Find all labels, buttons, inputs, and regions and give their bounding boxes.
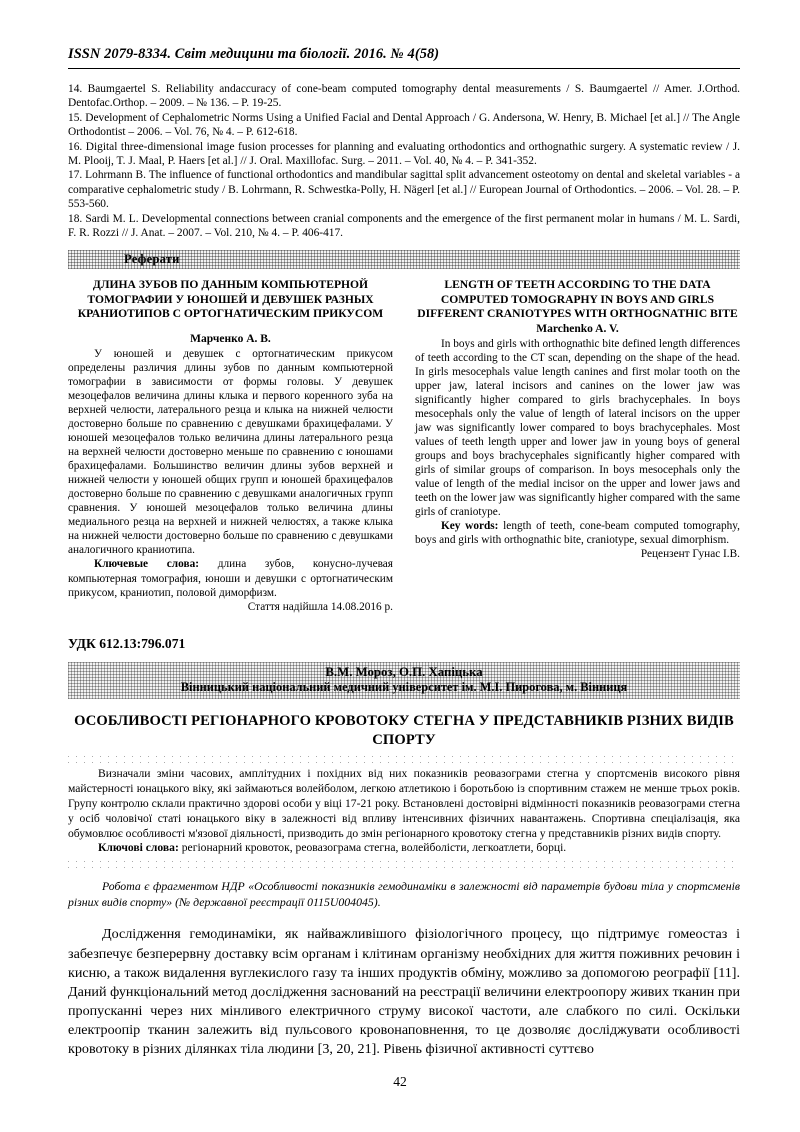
abstract-en-body: In boys and girls with orthognathic bite defined length differences of teeth according to the CT scan, depending on the shape of the head. In girls mesocephals value length canines and first molar tooth on the upper jaw, lateral incisors and canines on the lower jaw was significantly higher compared to girls brachycephales. In boys mesocephals only the value of length of lateral incisors on the upper jaw was significantly lower compared to boys brachycephales. Most values of teeth length upper and lower jaw in young boys of general groups and boys brachycephales significantly higher compared with girls of similar groups of comparison. In boys mesocephals only the value of length of the medial incisor on the upper and lower jaws and teeth on the lower jaw was significantly higher compared with the same girls of craniotype. bbox=[415, 337, 740, 519]
abstract-ru-title: ДЛИНА ЗУБОВ ПО ДАННЫМ КОМПЬЮТЕРНОЙ ТОМОГРАФИИ У ЮНОШЕЙ И ДЕВУШЕК РАЗНЫХ КРАНИОТИПОВ С ОРТОГНАТИЧЕСКИМ ПРИКУСОМ bbox=[77, 278, 384, 320]
page-number: 42 bbox=[393, 1074, 407, 1089]
article-body bbox=[68, 925, 740, 1059]
abstracts-columns bbox=[68, 278, 740, 613]
abstract-ru-keywords-label: Ключевые слова: bbox=[94, 558, 199, 571]
page-content bbox=[68, 0, 740, 1059]
abstract-ru-keywords bbox=[68, 557, 393, 599]
abstract-en-keywords-label: Key words: bbox=[441, 520, 499, 533]
running-head: ISSN 2079-8334. Світ медицини та біології. 2016. № 4(58) bbox=[68, 46, 440, 62]
abstract-ru-body: У юношей и девушек с ортогнатическим прикусом определены различия длины зубов по данным компьютерной томографии в зависимости от формы головы. У девушек мезоцефалов величина длины клыка и первого коренного зуба на верхней челюсти, латерального резца и клыка на нижней челюсти достоверно больше по сравнению с девушками брахицефалами. У юношей мезоцефалов только величина длины латерального резца на верхней челюсти достоверно меньше по сравнению с юношами брахицефалами. Большинство величин длины зубов верхней и нижней челюсти у юношей общих групп и юношей брахицефалов достоверно больше по сравнению с девушками аналогичных групп сравнения. У юношей мезоцефалов только величина длины медиального резца на верхней и нижней челюстях, а также клыка на нижней челюсти достоверно больше по сравнению с девушками аналогичного краниотипа. bbox=[68, 347, 393, 557]
reference-item: 16. Digital three-dimensional image fusion processes for planning and evaluating orthodontics and orthognathic surgery. A systematic review / J. M. Plooij, T. J. Maal, P. Haers [et al.] // J. Oral. Maxillofac. Surg. – 2011. – Vol. 40, № 4. – P. 341-352. bbox=[68, 140, 740, 167]
abstract-en-footer: Рецензент Гунас І.В. bbox=[640, 548, 740, 561]
reference-item: 18. Sardi M. L. Developmental connections between cranial components and the emergence of the first permanent molar in humans / M. L. Sardi, F. R. Rozzi // J. Anat. – 2007. – Vol. 210, № 4. – P. 406-417. bbox=[68, 212, 740, 240]
reference-item: 15. Development of Cephalometric Norms Using a Unified Facial and Dental Approach / G. Andersona, W. Henry, B. Michael [et al.] // The Angle Orthodontist – 2006. – Vol. 76, № 4. – P. 612-618. bbox=[68, 111, 740, 139]
article-abstract bbox=[68, 767, 740, 856]
abstracts-banner-label: Реферати bbox=[124, 252, 180, 267]
funding-note bbox=[68, 879, 740, 910]
abstract-en-title: LENGTH OF TEETH ACCORDING TO THE DATA COMPUTED TOMOGRAPHY IN BOYS AND GIRLS DIFFERENT CRANIOTYPES WITH ORTHOGNATHIC BITE bbox=[417, 278, 738, 320]
abstract-english bbox=[415, 278, 740, 613]
abstract-ru-author: Марченко А. В. bbox=[190, 333, 271, 346]
article-author-block bbox=[68, 662, 740, 699]
reference-item: 14. Baumgaertel S. Reliability andaccuracy of cone-beam computed tomography dental measurements / S. Baumgaertel // Amer. J.Orthod. Dentofac.Orthop. – 2009. – № 136. – P. 19-25. bbox=[68, 82, 740, 110]
article-affiliation: Вінницький національний медичний університет ім. М.І. Пирогова, м. Вінниця bbox=[180, 680, 628, 695]
abstract-russian bbox=[68, 278, 393, 613]
abstract-en-keywords bbox=[415, 519, 740, 547]
reference-item: 17. Lohrmann B. The influence of functional orthodontics and mandibular sagittal split advancement osteotomy on dental and skeletal variables - a comparative cephalometric study / B. Lohrmann, R. Schwestka-Polly, H. Nägerl [et al.] // European Journal of Orthodontics. – 2006. – Vol. 28. – P. 553-560. bbox=[68, 169, 740, 211]
abstracts-section-banner bbox=[68, 250, 740, 269]
article-keywords-label: Ключові слова: bbox=[98, 841, 179, 855]
udc-code: УДК 612.13:796.071 bbox=[68, 635, 186, 651]
running-head-rule bbox=[68, 68, 740, 69]
funding-note-text: Робота є фрагментом НДР «Особливості показників гемодинаміки в залежності від параметрів будови тіла у спортсменів різних видів спорту» (№ державної реєстрації 0115U004045). bbox=[68, 879, 740, 909]
reference-list bbox=[68, 82, 740, 241]
article-title: ОСОБЛИВОСТІ РЕГІОНАРНОГО КРОВОТОКУ СТЕГНА У ПРЕДСТАВНИКІВ РІЗНИХ ВИДІВ СПОРТУ bbox=[74, 712, 734, 748]
abstract-en-keywords-text: length of teeth, cone-beam computed tomography, boys and girls with orthognathic bite, craniotype, sexual dimorphism. bbox=[415, 520, 740, 547]
abstract-ru-keywords-text: длина зубов, конусно-лучевая компьютерная томография, юноши и девушки с ортогнатическим прикусом, краниотип, половой диморфизм. bbox=[68, 558, 394, 599]
abstract-en-author: Marchenko A. V. bbox=[536, 323, 619, 336]
article-keywords bbox=[68, 841, 740, 856]
zigzag-divider-bottom bbox=[68, 861, 740, 868]
article-authors: В.М. Мороз, О.П. Хапіцька bbox=[325, 664, 483, 679]
zigzag-divider-top bbox=[68, 756, 740, 763]
article-abstract-text: Визначали зміни часових, амплітудних і похідних від них показників реовазограми стегна у спортсменів високого рівня майстерності юнацького віку, які займаються волейболом, легкою атлетикою і боротьбою із спортивним стажем не менше трьох років. Групу контролю склали практично здорові особи у віці 17-21 року. Встановлені достовірні відмінності показників реовазограми стегна у осіб чоловічої статі юнацького віку в залежності від впливу інтенсивних фізичних навантажень. Спортивна спеціалізація, яка обумовлює особливості м'язової діяльності, призводить до змін регіонарного кровотоку стегна у представників різних видів спорту. bbox=[68, 767, 740, 840]
article-body-paragraph: Дослідження гемодинаміки, як найважливішого фізіологічного процесу, що підтримує гомеостаз і забезпечує безперервну доставку всім органам і клітинам організму необхідних для життя поживних речовин і кисню, а також видалення вуглекислого газу та інших продуктів обміну, можливо за допомогою реографії [11]. Даний функціональний метод дослідження заснований на реєстрації величини електроопору живих тканин при пропусканні через них мінливого електричного струму високої частоти, але слабкого по силі. Оскільки електроопір тканин залежить від пульсового кровонаповнення, то це дозволяє досліджувати особливості кровотоку в різних ділянках тіла людини [3, 20, 21]. Рівень фізичної активності суттєво bbox=[68, 926, 740, 1057]
abstract-ru-footer: Стаття надійшла 14.08.2016 р. bbox=[247, 600, 393, 613]
article-keywords-text: регіонарний кровоток, реовазограма стегна, волейболісти, легкоатлети, борці. bbox=[181, 841, 567, 855]
